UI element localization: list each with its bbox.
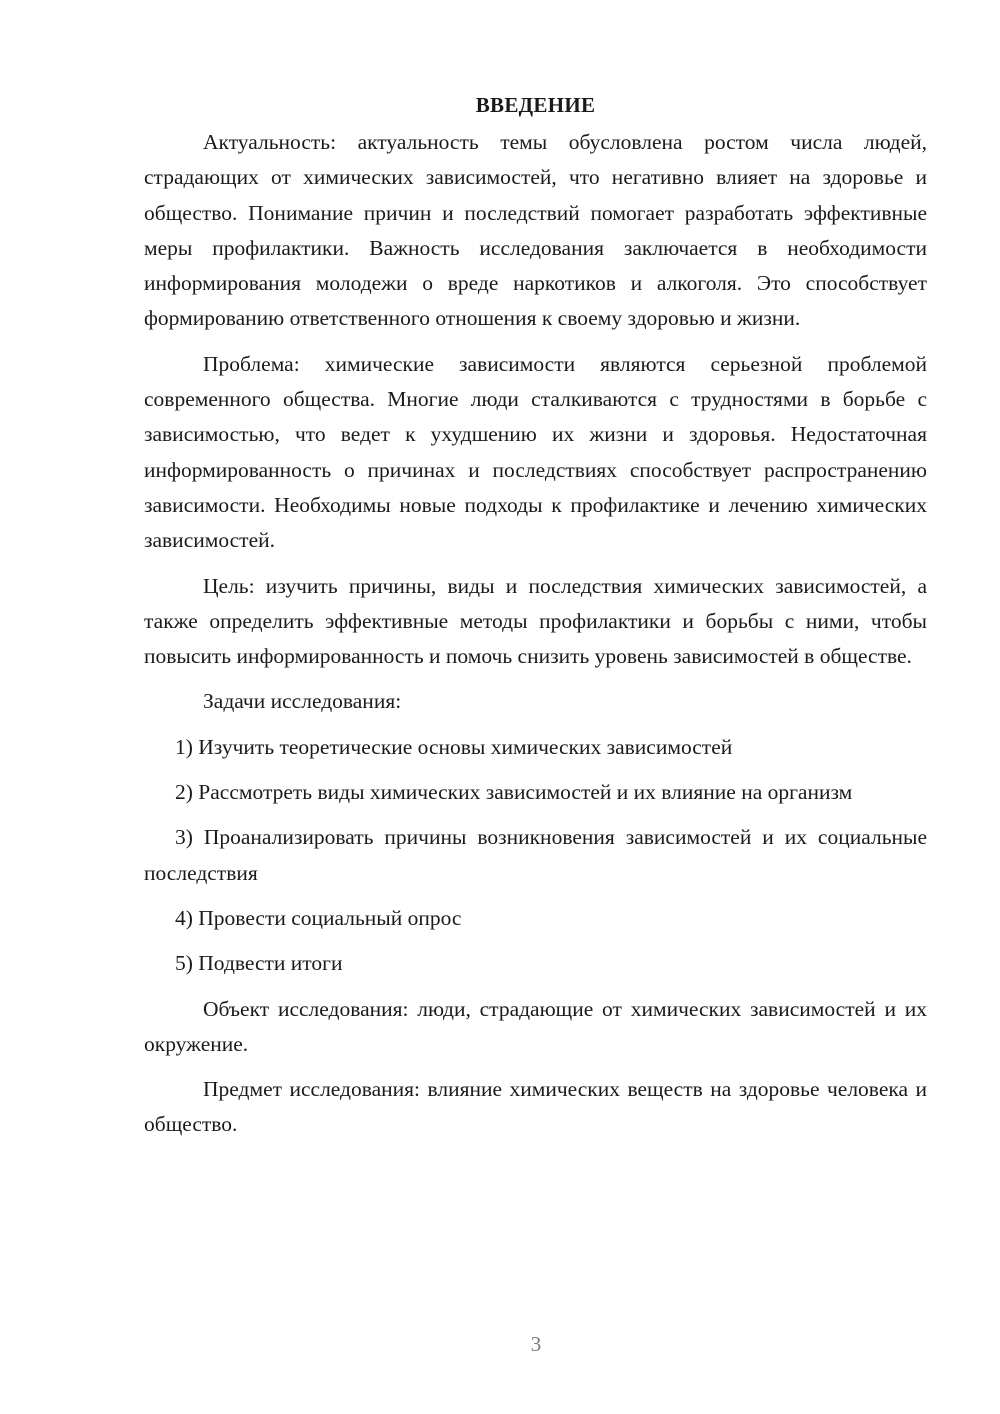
task-item-1: 1) Изучить теоретические основы химических зависимостей bbox=[175, 734, 733, 759]
page-number: 3 bbox=[530, 1332, 542, 1356]
paragraph-relevance: Актуальность: актуальность темы обусловлена ростом числа людей, страдающих от химических зависимостей, что негативно влияет на здоровье и общество. Понимание причин и последствий помогает разработать эффективные меры профилактики. Важность исследования заключается в необходимости информирования молодежи о вреде наркотиков и алкоголя. Это способствует формированию ответственного отношения к своему здоровью и жизни. bbox=[144, 130, 927, 331]
paragraph-subject: Предмет исследования: влияние химических веществ на здоровье человека и общество. bbox=[144, 1077, 927, 1137]
paragraph-object: Объект исследования: люди, страдающие от химических зависимостей и их окружение. bbox=[144, 996, 927, 1056]
task-item-5: 5) Подвести итоги bbox=[175, 951, 343, 976]
tasks-heading: Задачи исследования: bbox=[203, 689, 402, 714]
task-item-3: 3) Проанализировать причины возникновения зависимостей и их социальные последствия bbox=[144, 825, 927, 885]
paragraph-goal: Цель: изучить причины, виды и последствия химических зависимостей, а также определить эффективные методы профилактики и борьбы с ними, чтобы повысить информированность и помочь снизить уровень зависимостей в обществе. bbox=[144, 573, 927, 669]
task-item-4: 4) Провести социальный опрос bbox=[175, 905, 462, 930]
task-item-2: 2) Рассмотреть виды химических зависимостей и их влияние на организм bbox=[175, 780, 853, 805]
document-page bbox=[144, 88, 927, 1143]
document-title: ВВЕДЕНИЕ bbox=[475, 93, 596, 117]
paragraph-problem: Проблема: химические зависимости являются серьезной проблемой современного общества. Многие люди сталкиваются с трудностями в борьбе с зависимостью, что ведет к ухудшению их жизни и здоровья. Недостаточная информированность о причинах и последствиях способствует распространению зависимости. Необходимы новые подходы к профилактике и лечению химических зависимостей. bbox=[144, 351, 927, 553]
